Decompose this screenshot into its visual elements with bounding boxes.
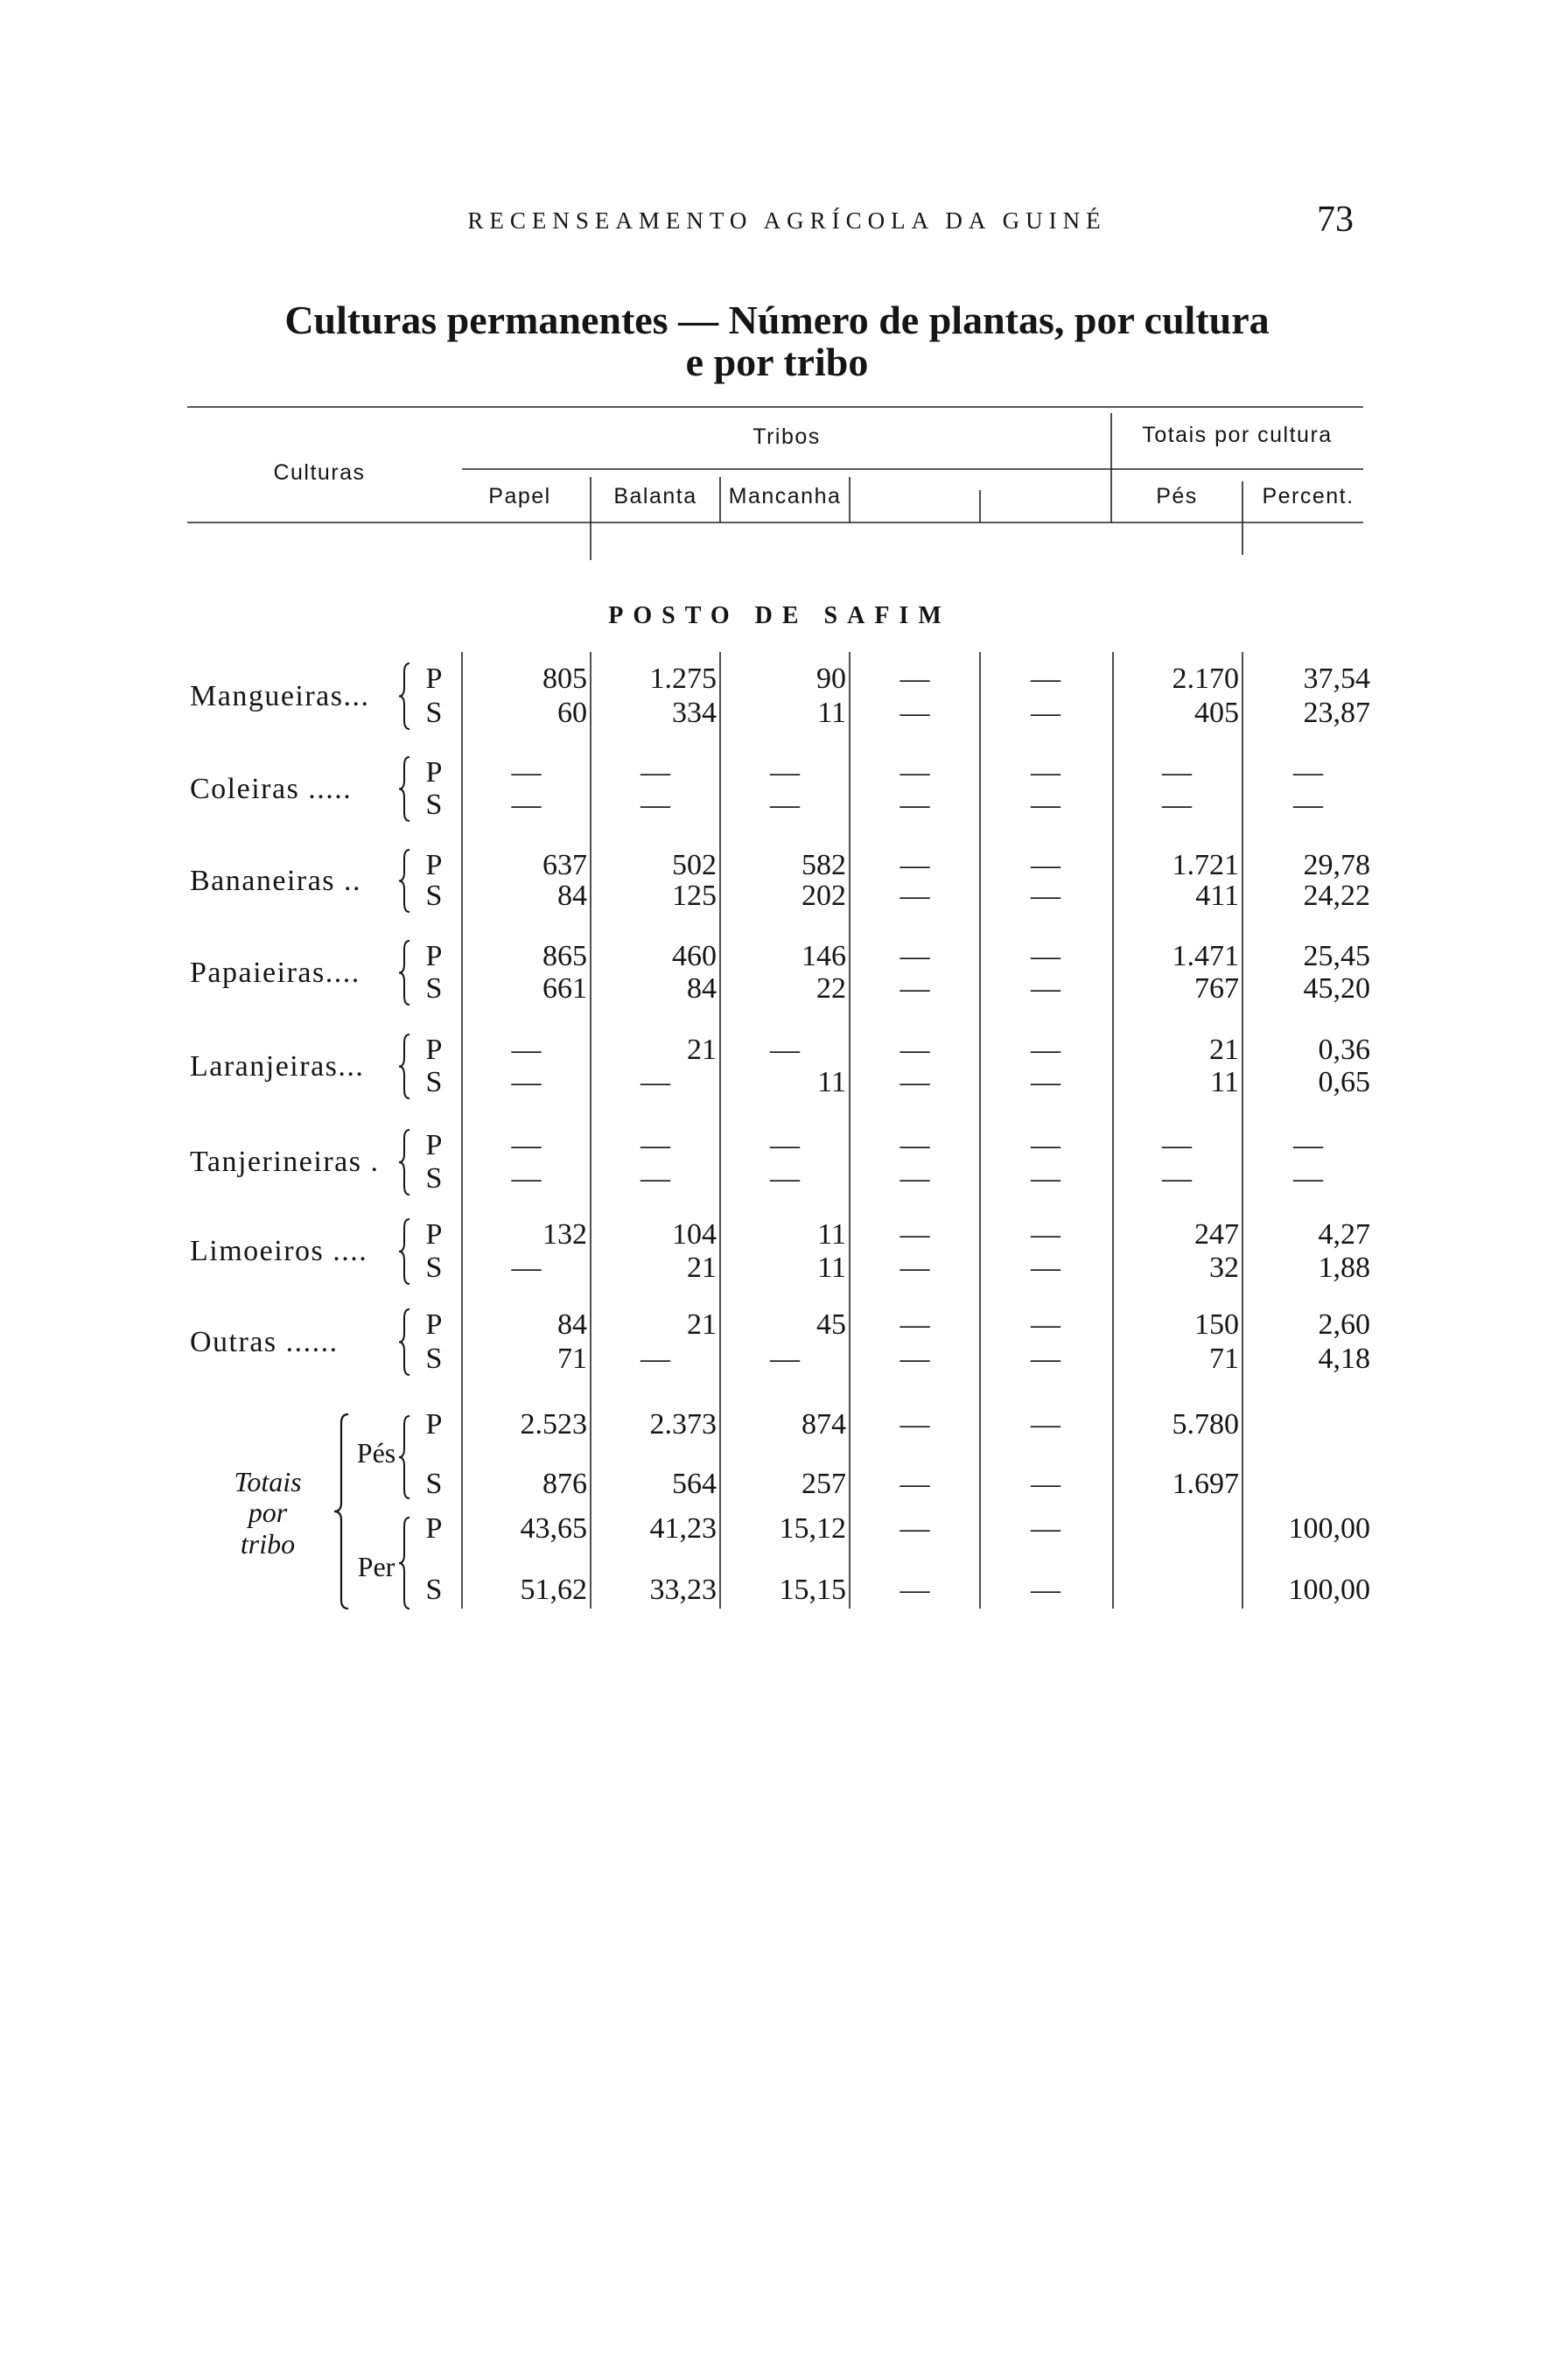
value-cell-unnamed-column-2: — [1031,697,1060,729]
value-cell-pes: 5.780 [1172,1408,1239,1441]
value-cell-unnamed-column-1: — [900,1034,930,1066]
value-cell-papel: 51,62 [520,1574,587,1606]
line-code: P [425,663,443,695]
value-cell-pes: 767 [1194,972,1239,1005]
value-cell-balanta: — [640,756,670,789]
value-cell-pes: 2.170 [1172,663,1239,695]
value-cell-percent: — [1293,789,1323,821]
value-cell-mancanha: — [770,789,800,821]
value-cell-balanta: — [640,1162,670,1195]
brace-path [399,663,410,729]
value-cell-unnamed-column-1: — [900,1468,930,1500]
brace [390,1402,416,1507]
brace-path [399,1130,410,1195]
table-row [0,1302,1568,1382]
value-cell-unnamed-column-2: — [1031,1343,1060,1375]
value-cell-pes: 71 [1209,1343,1239,1375]
value-cell-percent: 0,65 [1318,1066,1370,1098]
value-cell-mancanha: 11 [817,697,846,729]
value-cell-unnamed-column-1: — [900,1308,930,1341]
value-cell-unnamed-column-1: — [900,940,930,972]
value-cell-papel: 637 [542,849,587,881]
value-cell-percent: 4,27 [1318,1218,1370,1251]
value-cell-unnamed-column-2: — [1031,756,1060,789]
line-code: S [425,1066,443,1098]
value-cell-balanta: 21 [687,1308,717,1341]
line-code: S [425,1574,443,1606]
value-cell-percent: 1,88 [1318,1252,1370,1284]
value-cell-papel: — [511,1066,542,1098]
value-cell-unnamed-column-2: — [1031,940,1060,972]
value-cell-papel: 805 [542,663,587,695]
page-number: 73 [1317,200,1354,240]
value-cell-unnamed-column-1: — [900,1252,930,1284]
brace [390,1027,416,1107]
brace-path [399,1219,410,1284]
brace [390,750,416,830]
line-code: S [425,789,443,821]
brace-path [399,1309,410,1375]
value-cell-unnamed-column-2: — [1031,1468,1060,1500]
value-cell-percent: — [1293,1162,1323,1195]
value-cell-mancanha: — [770,1162,800,1195]
brace [390,1123,416,1203]
running-title: RECENSEAMENTO AGRÍCOLA DA GUINÉ [467,207,1107,234]
brace-path [399,941,410,1005]
value-cell-papel: — [511,756,542,789]
line-code: S [425,1162,443,1195]
line-code: S [425,697,443,729]
value-cell-pes: 411 [1195,880,1239,912]
brace-path [399,1034,410,1098]
brace [390,1212,416,1293]
value-cell-mancanha: 874 [802,1408,846,1441]
value-cell-unnamed-column-1: — [900,849,930,881]
line-code: P [425,849,443,881]
value-cell-mancanha: 11 [817,1066,846,1098]
table-title-line2: e por tribo [685,340,869,384]
value-cell-unnamed-column-1: — [900,1408,930,1441]
brace-path [399,1416,410,1498]
row-label: Tanjerineiras . [190,1146,380,1178]
value-cell-papel: 876 [542,1468,587,1500]
brace-path [399,757,410,821]
value-cell-unnamed-column-2: — [1031,1066,1060,1098]
value-cell-balanta: 564 [672,1468,717,1500]
value-cell-pes: 405 [1194,697,1239,729]
value-cell-pes: 21 [1209,1034,1239,1066]
value-cell-balanta: 2.373 [649,1408,717,1441]
brace-path [399,850,410,912]
value-cell-balanta: — [640,1129,670,1161]
value-cell-percent: 23,87 [1303,697,1370,729]
line-code: P [425,756,443,789]
value-cell-balanta: 21 [687,1252,717,1284]
value-cell-percent: 25,45 [1303,940,1370,972]
value-cell-mancanha: 202 [802,880,846,912]
table-row [0,1027,1568,1105]
value-cell-percent: 2,60 [1318,1308,1370,1341]
table-row [0,750,1568,828]
value-cell-unnamed-column-2: — [1031,1574,1060,1606]
value-cell-unnamed-column-1: — [900,756,930,789]
value-cell-papel: 84 [557,880,587,912]
brace [390,934,416,1013]
table-row [0,656,1568,736]
value-cell-balanta: 334 [672,697,717,729]
value-cell-papel: 2.523 [520,1408,587,1441]
value-cell-unnamed-column-1: — [900,1066,930,1098]
value-cell-unnamed-column-1: — [900,972,930,1005]
value-cell-pes: 1.721 [1172,849,1239,881]
column-header-pes: Pés [1156,484,1198,508]
value-cell-papel: — [511,1162,542,1195]
value-cell-papel: 132 [542,1218,587,1251]
value-cell-mancanha: 22 [816,972,846,1005]
value-cell-balanta: 125 [672,880,717,912]
value-cell-balanta: 84 [687,972,717,1005]
line-code: S [425,972,443,1005]
row-label: Bananeiras .. [190,864,362,897]
row-label: Mangueiras... [190,679,370,712]
line-code: P [425,1034,443,1066]
value-cell-mancanha: 582 [802,849,846,881]
value-cell-percent: 100,00 [1288,1574,1370,1606]
value-cell-balanta: 33,23 [649,1574,717,1606]
totals-label: por [248,1497,288,1528]
brace [390,1506,416,1617]
column-group-tribos: Tribos [752,424,821,449]
value-cell-unnamed-column-1: — [900,880,930,912]
value-cell-unnamed-column-2: — [1031,1218,1060,1251]
value-cell-unnamed-column-2: — [1031,663,1060,695]
value-cell-unnamed-column-1: — [900,1574,930,1606]
line-code: S [425,1468,443,1500]
value-cell-unnamed-column-2: — [1031,849,1060,881]
value-cell-mancanha: 15,15 [779,1574,846,1606]
section-title: POSTO DE SAFIM [608,602,951,629]
value-cell-percent: 100,00 [1288,1512,1370,1545]
value-cell-percent: 4,18 [1318,1343,1370,1375]
line-code: P [425,1408,443,1441]
column-header-mancanha: Mancanha [728,484,842,508]
value-cell-mancanha: — [770,1343,800,1375]
line-code: P [425,940,443,972]
value-cell-percent: 37,54 [1303,663,1370,695]
totals-group-label: Per [357,1551,396,1582]
value-cell-unnamed-column-1: — [900,1218,930,1251]
row-label: Outras ...... [190,1325,339,1358]
value-cell-unnamed-column-2: — [1031,789,1060,821]
value-cell-pes: 32 [1209,1252,1239,1284]
value-cell-balanta: — [640,789,670,821]
totals-group-label: Pés [356,1437,396,1469]
value-cell-unnamed-column-2: — [1031,1162,1060,1195]
value-cell-mancanha: 45 [816,1308,846,1341]
totals-block [0,1400,1568,1619]
line-code: S [425,1343,443,1375]
value-cell-balanta: 460 [672,940,717,972]
row-label: Limoeiros .... [190,1235,368,1267]
value-cell-unnamed-column-2: — [1031,1512,1060,1545]
value-cell-papel: — [511,789,542,821]
value-cell-percent: — [1293,1129,1323,1161]
value-cell-unnamed-column-2: — [1031,972,1060,1005]
value-cell-papel: — [511,1129,542,1161]
value-cell-unnamed-column-1: — [900,1343,930,1375]
totals-group [0,1506,1568,1614]
value-cell-papel: 84 [557,1308,587,1341]
value-cell-unnamed-column-2: — [1031,1308,1060,1341]
line-code: P [425,1218,443,1251]
column-header-percent: Percent. [1262,484,1354,508]
brace-path [399,1518,410,1609]
value-cell-unnamed-column-2: — [1031,1252,1060,1284]
value-cell-unnamed-column-1: — [900,789,930,821]
value-cell-papel: 60 [557,697,587,729]
line-code: S [425,880,443,912]
value-cell-balanta: 1.275 [649,663,717,695]
brace [390,843,416,921]
table-row [0,843,1568,919]
value-cell-papel: — [511,1034,542,1066]
line-code: P [425,1512,443,1545]
value-cell-mancanha: 11 [817,1218,846,1251]
column-header-culturas: Culturas [273,460,366,485]
table-row [0,1212,1568,1291]
value-cell-balanta: 502 [672,849,717,881]
value-cell-percent: 0,36 [1318,1034,1370,1066]
table-row [0,934,1568,1012]
value-cell-unnamed-column-1: — [900,1512,930,1545]
value-cell-balanta: — [640,1066,670,1098]
value-cell-pes: 1.471 [1172,940,1239,972]
value-cell-mancanha: 146 [802,940,846,972]
line-code: S [425,1252,443,1284]
totals-label: tribo [240,1528,296,1560]
value-cell-unnamed-column-2: — [1031,1408,1060,1441]
brace [390,656,416,738]
value-cell-pes: — [1162,1162,1192,1195]
value-cell-pes: 247 [1194,1218,1239,1251]
line-code: P [425,1129,443,1161]
row-label: Laranjeiras... [190,1049,365,1083]
value-cell-unnamed-column-2: — [1031,1034,1060,1066]
value-cell-papel: 43,65 [520,1512,587,1545]
totals-group [0,1402,1568,1507]
value-cell-balanta: 41,23 [649,1512,717,1545]
value-cell-balanta: — [640,1343,670,1375]
value-cell-unnamed-column-2: — [1031,1129,1060,1161]
value-cell-pes: 1.697 [1172,1468,1239,1500]
column-group-totais: Totais por cultura [1142,423,1333,447]
value-cell-papel: 661 [542,972,587,1005]
value-cell-balanta: 21 [687,1034,717,1066]
line-code: P [425,1308,443,1341]
value-cell-pes: — [1162,756,1192,789]
value-cell-percent: 29,78 [1303,849,1370,881]
value-cell-mancanha: 11 [817,1252,846,1284]
value-cell-pes: — [1162,789,1192,821]
value-cell-unnamed-column-1: — [900,1129,930,1161]
value-cell-percent: 24,22 [1303,880,1370,912]
column-header-balanta: Balanta [613,484,697,508]
value-cell-mancanha: 90 [816,663,846,695]
column-header-papel: Papel [488,484,551,508]
value-cell-mancanha: — [770,1034,800,1066]
row-label: Coleiras ..... [190,772,353,805]
row-label: Papaieiras.... [190,956,360,989]
value-cell-mancanha: 257 [802,1468,846,1500]
value-cell-papel: 71 [557,1343,587,1375]
value-cell-unnamed-column-1: — [900,1162,930,1195]
table-row [0,1123,1568,1202]
value-cell-balanta: 104 [672,1218,717,1251]
value-cell-mancanha: — [770,1129,800,1161]
value-cell-percent: — [1293,756,1323,789]
table-title: Culturas permanentes — Número de plantas, por cultura [284,298,1270,342]
value-cell-percent: 45,20 [1303,972,1370,1005]
value-cell-pes: 11 [1210,1066,1239,1098]
value-cell-pes: 150 [1194,1308,1239,1341]
value-cell-unnamed-column-1: — [900,663,930,695]
value-cell-papel: 865 [542,940,587,972]
value-cell-unnamed-column-1: — [900,697,930,729]
value-cell-pes: — [1162,1129,1192,1161]
value-cell-unnamed-column-2: — [1031,880,1060,912]
brace [390,1302,416,1384]
value-cell-mancanha: 15,12 [779,1512,846,1545]
totals-label: Totais [234,1466,302,1497]
value-cell-mancanha: — [770,756,800,789]
value-cell-papel: — [511,1252,542,1284]
